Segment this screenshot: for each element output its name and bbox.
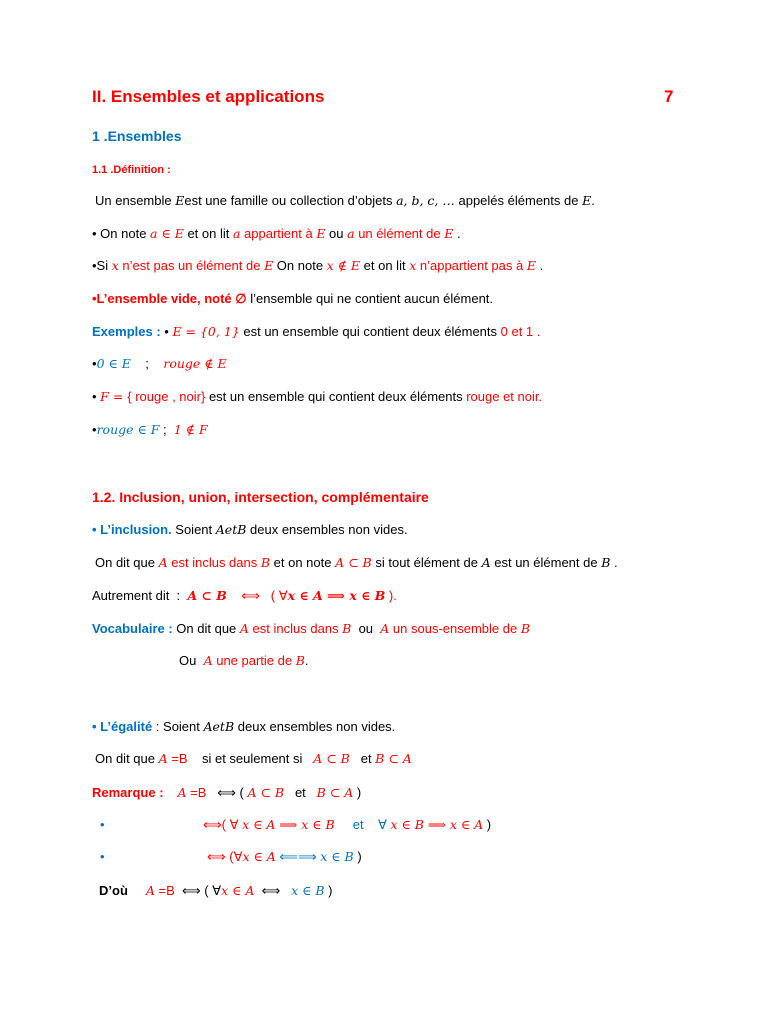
math: x ∈ A xyxy=(242,849,276,864)
math: ( ∀ xyxy=(270,588,288,603)
math: a, b, c, … xyxy=(396,193,455,208)
vocabulaire-line-2 xyxy=(179,652,309,670)
text: . xyxy=(610,555,618,570)
text: si tout élément de xyxy=(371,555,482,570)
subsection-title-definition: 1.1 .Définition : xyxy=(92,164,171,176)
text: ⟺ ( ∀ xyxy=(174,883,222,898)
math: E xyxy=(264,258,274,273)
math: A xyxy=(158,555,168,570)
remarque-equivalence-2 xyxy=(207,848,362,866)
math: x xyxy=(409,258,417,273)
math: B xyxy=(295,653,305,668)
math: A xyxy=(239,621,249,636)
math: x ∈ B xyxy=(320,849,354,864)
math: ). xyxy=(385,588,397,603)
text: et on lit xyxy=(360,258,410,273)
math: B ⊂ A xyxy=(375,751,412,766)
math: B xyxy=(342,621,352,636)
section-title-ensembles: 1 .Ensembles xyxy=(92,128,182,144)
text: ⟺ xyxy=(254,883,292,898)
math: B xyxy=(601,555,611,570)
text: deux ensembles non vides. xyxy=(246,522,408,537)
math: A xyxy=(158,751,168,766)
math: A ⊂ B xyxy=(187,588,227,603)
math: A ⊂ B xyxy=(313,751,350,766)
math: E = {0, 1} xyxy=(172,324,240,339)
text: ⟸⟹ xyxy=(275,849,321,864)
empty-set-symbol: ∅ xyxy=(235,291,247,306)
notation-line xyxy=(92,225,461,243)
text: Un ensemble xyxy=(95,193,176,208)
math: E xyxy=(316,226,326,241)
text: appartient à xyxy=(240,226,317,241)
text: appelés éléments de xyxy=(454,193,583,208)
math: A xyxy=(203,653,213,668)
text: si et seulement si xyxy=(187,751,314,766)
text: est inclus dans xyxy=(248,621,343,636)
math: A xyxy=(380,621,390,636)
examples-label: Exemples : xyxy=(92,324,161,339)
text: est un ensemble qui contient deux éléments xyxy=(205,389,467,404)
math: x ∈ A ⟹ x ∈ B xyxy=(287,588,386,603)
text: ; xyxy=(159,422,174,437)
examples-line-2 xyxy=(92,355,227,373)
math: x xyxy=(111,258,119,273)
definition-paragraph xyxy=(95,192,595,210)
bullet: • xyxy=(92,422,97,437)
text: . xyxy=(591,193,595,208)
inclusion-definition xyxy=(95,554,618,572)
non-element-line xyxy=(92,257,543,275)
text: rouge et noir. xyxy=(466,389,543,404)
math: F = xyxy=(100,389,128,404)
text: On dit que xyxy=(95,555,159,570)
math: 0 ∈ E xyxy=(96,356,131,371)
math: E xyxy=(175,193,185,208)
examples-line-3 xyxy=(92,388,542,406)
bullet: • xyxy=(160,324,173,339)
text: ; xyxy=(130,356,164,371)
text: est inclus dans xyxy=(167,555,261,570)
text: une partie de xyxy=(212,653,296,668)
chapter-title: II. Ensembles et applications xyxy=(92,87,325,106)
text: •L’ensemble vide, noté xyxy=(92,291,236,306)
math: A xyxy=(481,555,491,570)
text: est un élément de xyxy=(490,555,602,570)
vocabulaire-line xyxy=(92,620,530,638)
text: =B xyxy=(167,751,188,766)
math: A ⊂ B xyxy=(335,555,372,570)
conclusion-line xyxy=(99,882,332,900)
remarque-equivalence-1 xyxy=(203,816,491,834)
text: ou xyxy=(351,621,381,636)
text: ou xyxy=(325,226,348,241)
text: ) xyxy=(483,817,492,832)
page-number: 7 xyxy=(664,87,674,106)
text: ⟺( ∀ xyxy=(203,817,243,832)
text: est une famille ou collection d’objets xyxy=(184,193,397,208)
text: et xyxy=(284,785,317,800)
text: : Soient xyxy=(152,719,204,734)
text: On dit que xyxy=(172,621,240,636)
math: A xyxy=(177,785,187,800)
text: deux ensembles non vides. xyxy=(234,719,396,734)
math: AetB xyxy=(215,522,247,537)
text: . xyxy=(535,258,544,273)
text: et on note xyxy=(270,555,336,570)
remarque-line xyxy=(92,784,361,802)
autrement-dit-line xyxy=(92,587,397,605)
section-title-inclusion: 1.2. Inclusion, union, intersection, complémentaire xyxy=(92,489,429,505)
text: Autrement dit : xyxy=(92,588,188,603)
inclusion-line xyxy=(92,521,408,539)
text: ) xyxy=(324,883,333,898)
math: a xyxy=(347,226,355,241)
math: a xyxy=(232,226,241,241)
text: { rouge , noir} xyxy=(127,389,206,404)
text: ) xyxy=(353,785,362,800)
remarque-bullet-2: • xyxy=(100,849,105,864)
text: est un ensemble qui contient deux éléments xyxy=(239,324,501,339)
text: et ∀ xyxy=(334,817,391,832)
math: a ∈ E xyxy=(150,226,184,241)
text: et xyxy=(349,751,376,766)
text: On note xyxy=(96,226,151,241)
bullet: • xyxy=(92,226,97,241)
math: x ∈ A ⟹ x ∈ B xyxy=(242,817,335,832)
text: et on lit xyxy=(183,226,233,241)
math: B ⊂ A xyxy=(316,785,354,800)
examples-line-1 xyxy=(92,323,540,341)
text: n’est pas un élément de xyxy=(118,258,265,273)
inclusion-label: • L’inclusion. xyxy=(92,522,172,537)
text: •Si xyxy=(92,258,112,273)
text: un élément de xyxy=(354,226,445,241)
math: A xyxy=(145,883,155,898)
text: ) xyxy=(353,849,362,864)
text: On note xyxy=(273,258,327,273)
remarque-bullet-1: • xyxy=(100,817,105,832)
math: E xyxy=(444,226,454,241)
text: =B xyxy=(186,785,207,800)
text: un sous-ensemble de xyxy=(389,621,521,636)
vocabulaire-label: Vocabulaire : xyxy=(92,621,173,636)
math: x ∈ B xyxy=(291,883,325,898)
remarque-label: Remarque : xyxy=(92,785,164,800)
math: E xyxy=(526,258,536,273)
text: n’appartient pas à xyxy=(416,258,527,273)
math: rouge ∉ E xyxy=(163,356,227,371)
math: AetB xyxy=(203,719,235,734)
math: x ∈ B ⟹ x ∈ A xyxy=(390,817,484,832)
empty-set-line xyxy=(92,290,493,308)
text: l’ensemble qui ne contient aucun élément. xyxy=(246,291,494,306)
text: Ou xyxy=(179,653,204,668)
math: B xyxy=(520,621,531,636)
egalite-definition xyxy=(95,750,412,768)
examples-line-4 xyxy=(92,421,208,439)
text: Soient xyxy=(171,522,216,537)
math: 1 ∉ F xyxy=(173,422,208,437)
equivalence-arrow: ⟺ xyxy=(226,588,271,603)
math: E xyxy=(582,193,592,208)
text: On dit que xyxy=(95,751,159,766)
text: . xyxy=(304,653,309,668)
math: x ∉ E xyxy=(326,258,361,273)
text: . xyxy=(453,226,461,241)
math: x ∈ A xyxy=(221,883,255,898)
math: A ⊂ B xyxy=(247,785,285,800)
math: rouge ∈ F xyxy=(96,422,160,437)
egalite-label: • L’égalité xyxy=(92,719,153,734)
bullet: • xyxy=(92,356,97,371)
text: ⟺ ( xyxy=(206,785,248,800)
text: =B xyxy=(154,883,175,898)
text: ⟺ (∀ xyxy=(207,849,243,864)
egalite-line xyxy=(92,718,395,736)
text: 0 et 1 . xyxy=(500,324,541,339)
bullet: • xyxy=(92,389,101,404)
dou-label: D’où xyxy=(99,883,128,898)
math: B xyxy=(260,555,271,570)
